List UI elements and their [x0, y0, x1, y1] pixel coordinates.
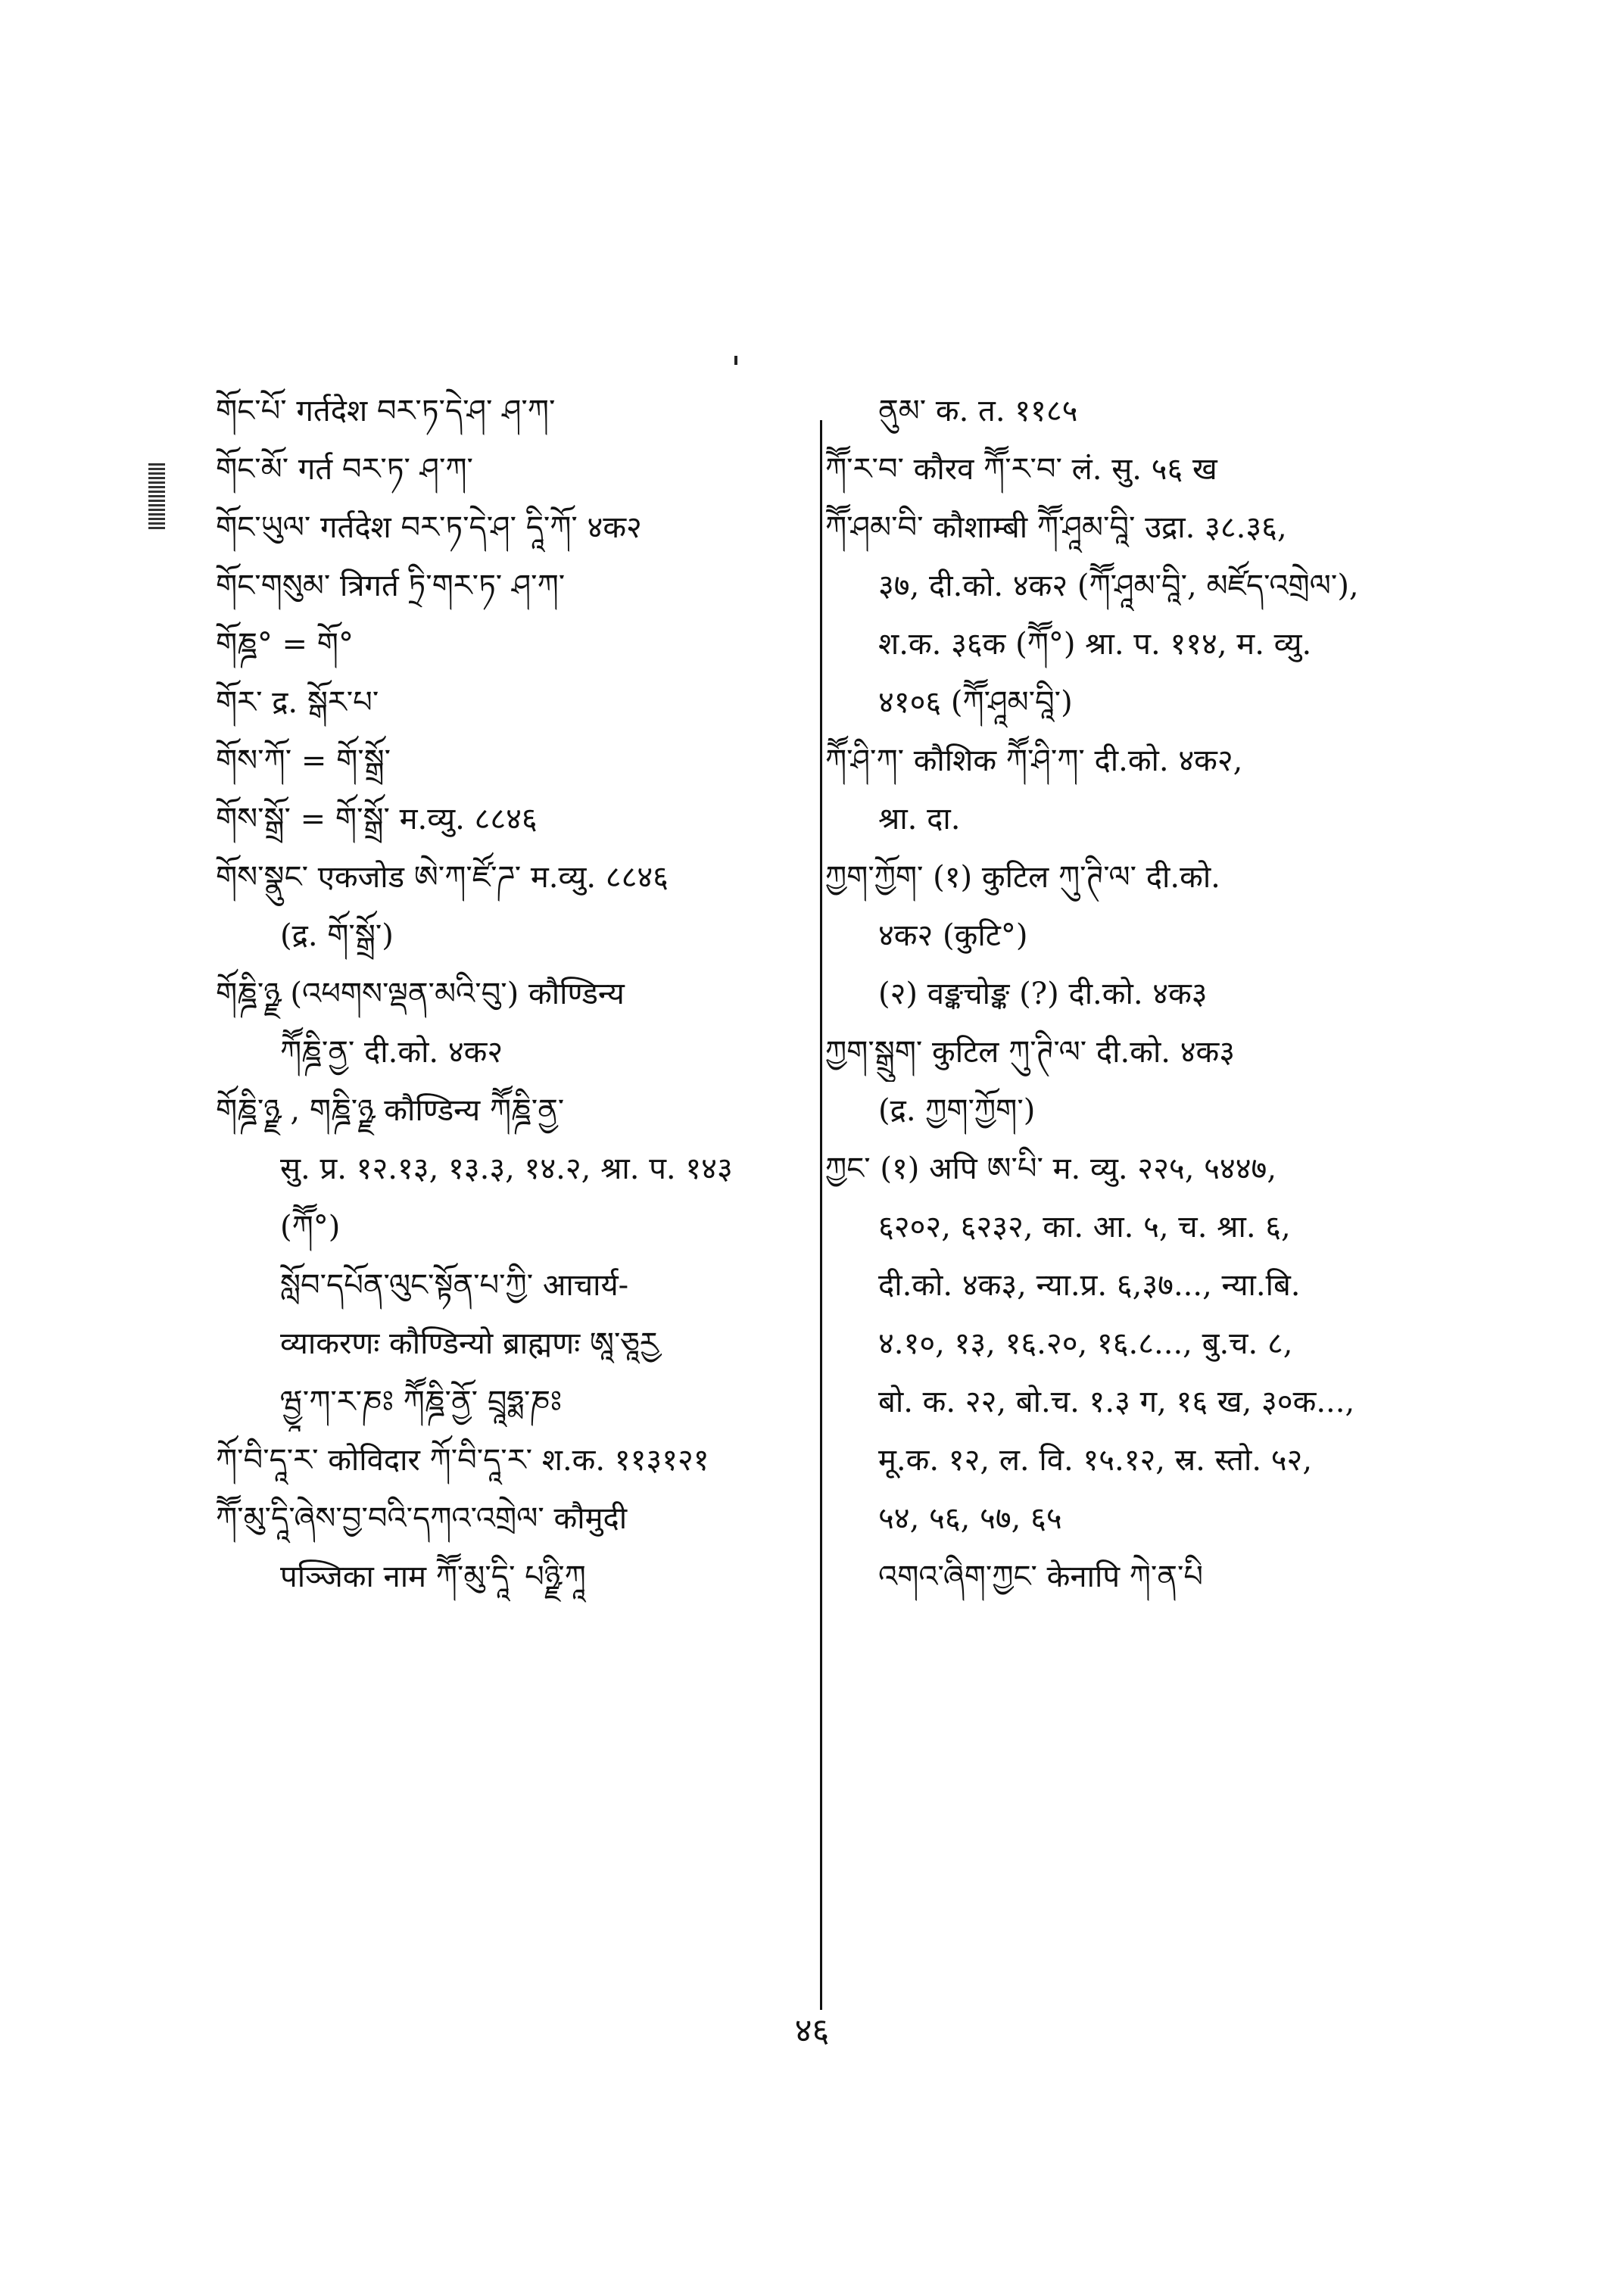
right-entry-line: बो. क. २२, बो.च. १.३ ग, १६ ख, ३०क..., [878, 1385, 1355, 1419]
right-entry-line: ཀྱང་ (१) अपि ཨ་པི་ म. व्यु. २२५, ५४४७, [825, 1151, 1277, 1186]
left-entry-line: གོང་མོ་ गर्त བར་ཏ་ ཤ་ཀ་ [216, 452, 473, 487]
right-entry-line: ཀྱག་སྒྲུག་ कुटिल ཀུ་ཊི་ལ་ दी.को. ४क३ [825, 1035, 1236, 1070]
right-entry-line: ४क२ (कुटि°) [878, 918, 1028, 953]
left-entry-line: གོང་ཡུལ་ गर्तदेश བར་ཏ་དེ་ཤ་ དཱི་ཀོ་ ४क२ [216, 510, 642, 545]
right-entry-line: ५४, ५६, ५७, ६५ [878, 1501, 1062, 1536]
left-entry-line: གོང་པོ་ गर्तदेश བར་ཏ་དེ་ཤ་ ཤ་ཀ་ [216, 394, 556, 428]
left-entry-line: ཝྱཱ་ཀ་ར་ཎཿ ཀཽཎྜི་ནྱོ་ བྲཱཧྨ་ཎཿ [280, 1385, 563, 1419]
left-entry-line: སློབ་དཔོན་ལུང་སྟོན་པ་ཀྱི་ आचार्य- [280, 1268, 629, 1303]
right-entry-line: श.क. ३६क (ཀཽ°) श्रा. प. ११४, म. व्यु. [878, 627, 1312, 662]
right-entry-line: मू.क. १२, ल. वि. १५.१२, स्र. स्तो. ५२, [878, 1443, 1313, 1478]
left-entry-line: གོང་གསུམ་ त्रिगर्त ཏྲི་གར་ཏ་ ཤ་ཀ་ [216, 569, 566, 603]
left-entry-line: གོཎྜི་ཉྫ (འཕགས་ལྡན་མའི་བུ་) कौण्डिन्य [216, 977, 625, 1011]
left-entry-line: (द्र. གོ་སྒྲོ་) [280, 918, 394, 953]
left-entry-line: ཀཽཎྜི་ནྱ་ दी.को. ४क२ [280, 1035, 503, 1070]
left-entry-line: ཀོ་བི་དཱ་ར་ कोविदार ཀོ་བི་དཱ་ར་ श.क. ११३१२१ [216, 1443, 709, 1478]
column-divider [820, 420, 822, 2010]
margin-tick [734, 356, 737, 365]
left-entry-line: གོས་ཀོ་ = གོ་སྒྲོ་ [216, 743, 391, 778]
scan-artifact [148, 463, 165, 531]
right-entry-line: ཀྱག་ཀྱོག་ (१) कुटिल ཀུ་ཊི་ལ་ दी.को. [825, 860, 1220, 895]
right-entry-line: ४.१०, १३, १६.२०, १६.८..., बु.च. ८, [878, 1326, 1293, 1361]
left-entry-line: གོཎྜི་ཉྫ , གཎྜི་ཉྫ कौण्डिन्य ཀཽཎྜི་ནྱ་ [216, 1093, 565, 1128]
right-entry-line: ཀཽ་ཤམ་བི་ कौशाम्बी ཀཽ་ཤཱམ་བཱི་ उद्रा. ३८.३६, [825, 510, 1287, 545]
left-entry-line: सु. प्र. १२.१३, १३.३, १४.२, श्रा. प. १४३ [280, 1151, 733, 1186]
left-column [216, 382, 814, 1606]
right-entry-line: ६२०२, ६२३२, का. आ. ५, च. श्रा. ६, [878, 1210, 1291, 1245]
right-entry-line: ३७, दी.को. ४क२ (ཀཽ་ཤཱམ་བཱི་, མཛོད་འགྲེལ་), [878, 569, 1359, 603]
left-entry-line: ཀཽ་མུ་དཱི་ཞེས་བྱ་བའི་དཀའ་འགྲེལ་ कौमुदी [216, 1501, 628, 1536]
left-entry-line: पञ्जिका नाम ཀཽ་མུ་དཱི་ པཉྫི་ཀཱ [280, 1559, 586, 1594]
page-number: ४६ [794, 2011, 830, 2050]
left-entry-line: གོས་སྣུང་ एकजोड ཨེ་ཀ་ཛོ་ཌ་ म.व्यु. ८८४६ [216, 860, 669, 895]
right-entry-line: ནུམ་ क. त. ११८५ [878, 394, 1078, 428]
left-entry-line: གོར་ द्र. སྒོར་པ་ [216, 685, 379, 720]
left-entry-line: व्याकरणः कौण्डिन्यो ब्राह्मणः ཨཱ་ཅཱརྱ [280, 1326, 659, 1361]
left-entry-line: གོས་སྒྲོ་ = གོ་སྒྲོ་ म.व्यु. ८८४६ [216, 802, 538, 837]
right-entry-line: འགའ་ཞིག་ཀྱང་ केनापि ཀེ་ན་པི [878, 1559, 1204, 1594]
left-entry-line: (ཀཽ°) [280, 1210, 341, 1245]
right-entry-line: ཀཽ་ར་བ་ कौरव ཀཽ་ར་བ་ लं. सु. ५६ ख [825, 452, 1217, 487]
right-entry-line: ཀཽ་ཤི་ཀ་ कौशिक ཀཽ་ཤི་ཀ་ दी.को. ४क२, [825, 743, 1243, 778]
right-entry-line: श्रा. दा. [878, 802, 961, 837]
right-entry-line: (२) वङ्कचोङ्क (?) दी.को. ४क३ [878, 977, 1208, 1011]
right-entry-line: ४१०६ (ཀཽ་ཤཱམ་བཱི་) [878, 685, 1073, 720]
right-entry-line: दी.को. ४क३, न्या.प्र. ६,३७..., न्या.बि. [878, 1268, 1301, 1303]
left-entry-line: གོཎྜ° = གོ° [216, 627, 354, 662]
right-entry-line: (द्र. ཀྱག་ཀྱོག་) [878, 1093, 1036, 1128]
right-column [825, 382, 1484, 1606]
